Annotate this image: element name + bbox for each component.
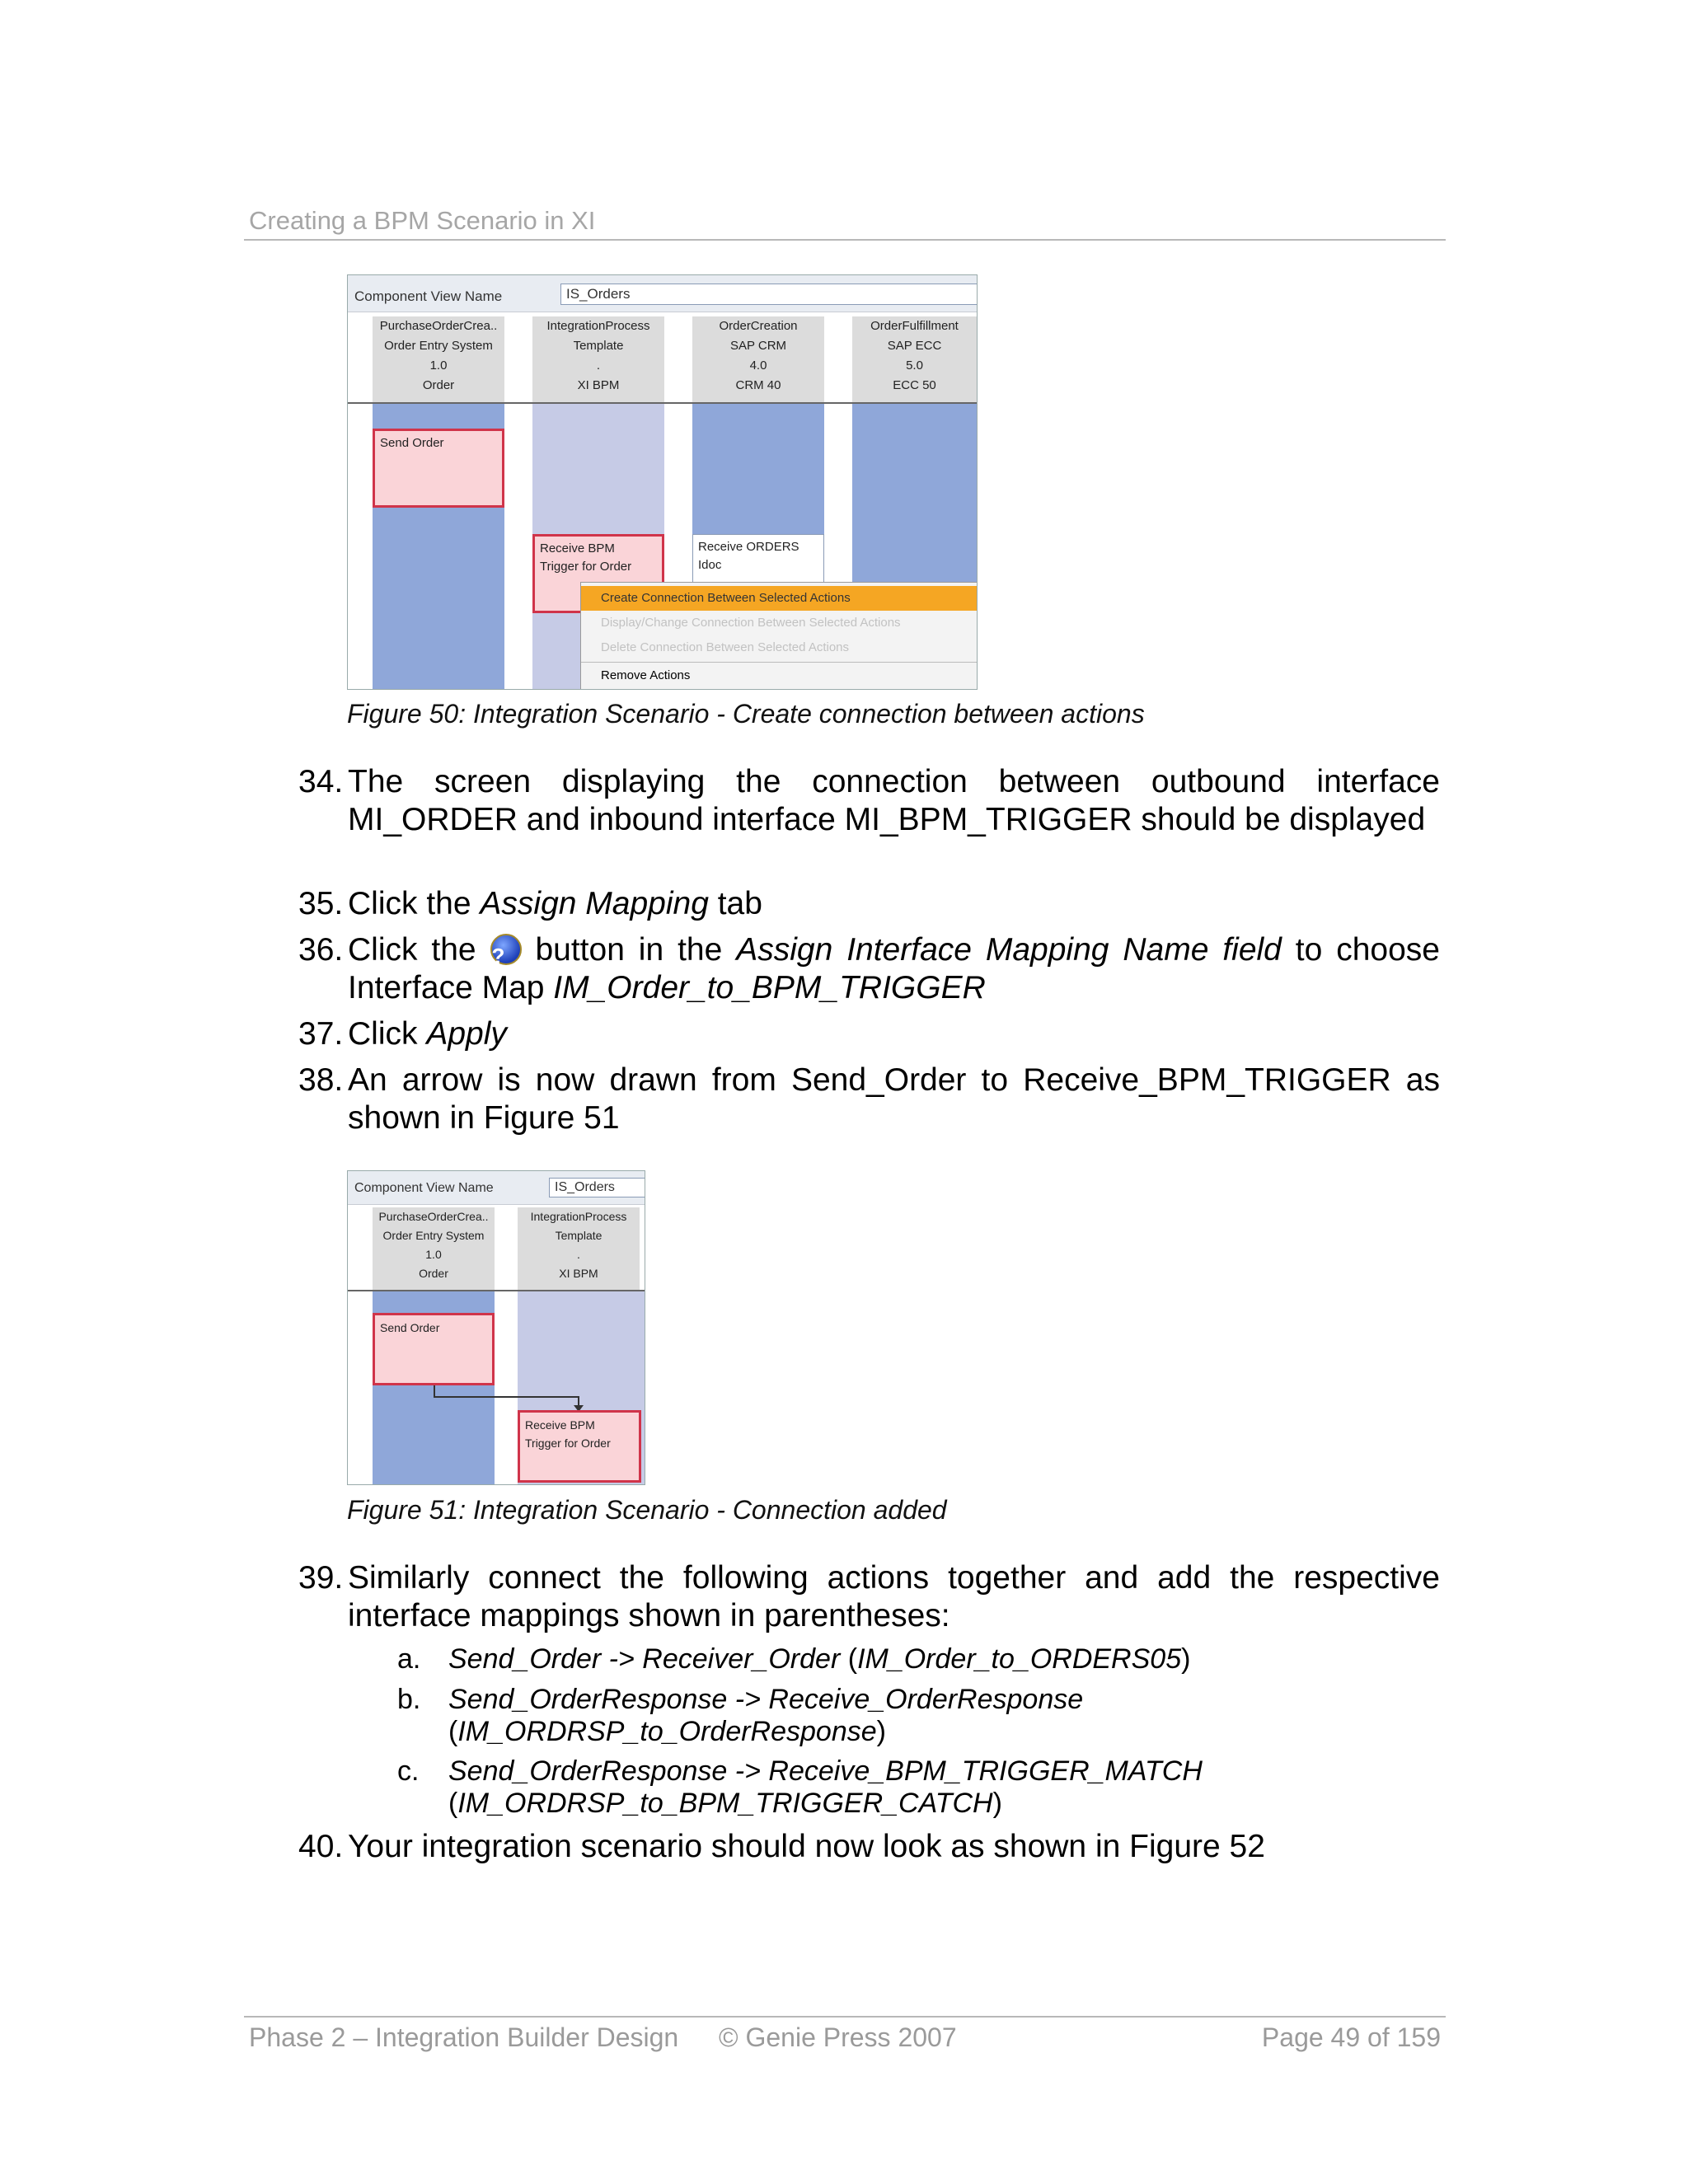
step-text: Similarly connect the following actions together and add the respective interface mappings shown in parentheses:: [348, 1560, 1440, 1633]
sub-item-b: [397, 1684, 1083, 1748]
step-text: An arrow is now drawn from Send_Order to Receive_BPM_TRIGGER as shown in Figure 51: [348, 1062, 1440, 1136]
sub-item-label: a.: [397, 1643, 421, 1675]
running-header: Creating a BPM Scenario in XI: [249, 206, 596, 235]
sub-item-label: b.: [397, 1684, 421, 1715]
step-number: 35.: [298, 886, 344, 921]
step-number: 40.: [298, 1829, 344, 1864]
mapping-ref: IM_Order_to_BPM_TRIGGER: [553, 970, 986, 1005]
menu-item-remove-actions[interactable]: Remove Actions: [601, 668, 691, 682]
sub-item-c: [397, 1755, 1203, 1820]
step-text-part: Click: [348, 1016, 427, 1052]
action-send-order[interactable]: Send Order: [373, 429, 504, 508]
step-38: [298, 1062, 1440, 1137]
action-send-order[interactable]: Send Order: [373, 1313, 495, 1385]
action-line: Trigger for Order: [525, 1436, 611, 1450]
step-text: The screen displaying the connection between outbound interface MI_ORDER and inbound interface MI_BPM_TRIGGER should be displayed: [348, 764, 1440, 837]
step-text-part: Click the: [348, 886, 481, 921]
component-view-label: Component View Name: [354, 1181, 494, 1195]
menu-item-display-change-connection[interactable]: Display/Change Connection Between Selected Actions: [601, 616, 901, 630]
column-header-line: Order: [422, 378, 455, 392]
step-39: [298, 1559, 1440, 1635]
action-line: Receive BPM: [525, 1418, 595, 1432]
component-view-label: Component View Name: [354, 288, 503, 304]
step-text-part: button in the: [521, 932, 737, 968]
step-number: 39.: [298, 1560, 344, 1596]
step-text: [348, 931, 1440, 1007]
column-header-line: Order Entry System: [384, 339, 493, 353]
column-header-line: PurchaseOrderCrea..: [378, 1210, 489, 1223]
column-header-line: 1.0: [425, 1248, 442, 1261]
column-header-line: XI BPM: [577, 378, 620, 392]
column-header-line: Order: [419, 1267, 448, 1280]
assign-mapping-tab-ref: Assign Mapping: [480, 886, 709, 921]
step-number: 38.: [298, 1062, 344, 1098]
column-header-line: .: [577, 1248, 580, 1261]
action-receive-orders-idoc[interactable]: [692, 534, 824, 583]
step-37: [298, 1015, 1440, 1053]
sub-item-mapping: IM_Order_to_ORDERS05: [857, 1643, 1182, 1675]
sub-item-mapping: IM_ORDRSP_to_OrderResponse: [457, 1716, 877, 1747]
action-line: Trigger for Order: [540, 560, 632, 574]
context-menu: [580, 582, 978, 690]
column-header-2: [532, 316, 664, 402]
menu-item-delete-connection[interactable]: Delete Connection Between Selected Actions: [601, 640, 850, 654]
step-number: 37.: [298, 1016, 344, 1052]
column-header-line: IntegrationProcess: [546, 319, 650, 333]
action-receive-bpm-trigger[interactable]: [518, 1410, 641, 1483]
step-text: Your integration scenario should now look as shown in Figure 52: [348, 1829, 1265, 1864]
step-text-part: to choose Interface Map: [348, 932, 1440, 1005]
step-number: 36.: [298, 932, 344, 968]
column-header-line: PurchaseOrderCrea..: [379, 319, 498, 333]
column-header-line: .: [596, 359, 601, 373]
field-ref: Assign Interface Mapping Name field: [736, 932, 1282, 968]
component-view-input[interactable]: IS_Orders: [560, 284, 978, 305]
step-text-part: tab: [708, 886, 762, 921]
sub-item-mapping: IM_ORDRSP_to_BPM_TRIGGER_CATCH: [457, 1788, 993, 1819]
column-header-line: 4.0: [749, 359, 767, 373]
sub-item-a: [397, 1643, 1190, 1675]
column-header-line: ECC 50: [893, 378, 936, 392]
footer-page-number: Page 49 of 159: [1261, 2022, 1441, 2052]
step-36: [298, 931, 1440, 1007]
action-line: Idoc: [698, 558, 722, 572]
step-35: [298, 885, 1440, 923]
step-40: [298, 1828, 1440, 1866]
step-number: 34.: [298, 764, 344, 799]
sub-item-text: Send_Order -> Receiver_Order (IM_Order_to_ORDERS05): [448, 1643, 1191, 1675]
action-line: Receive ORDERS: [698, 540, 799, 554]
step-34: [298, 763, 1440, 839]
column-header-line: Template: [573, 339, 624, 353]
column-header-line: SAP ECC: [887, 339, 942, 353]
footer-copyright: © Genie Press 2007: [719, 2022, 957, 2052]
figure-50-caption: Figure 50: Integration Scenario - Create connection between actions: [347, 699, 1145, 729]
column-header-line: Template: [555, 1229, 603, 1242]
sub-item-label: c.: [397, 1755, 420, 1787]
column-header-line: CRM 40: [735, 378, 781, 392]
step-text: [348, 1015, 1440, 1053]
column-header-line: IntegrationProcess: [530, 1210, 627, 1223]
figure-51-caption: Figure 51: Integration Scenario - Connection added: [347, 1495, 947, 1525]
column-header-1: [373, 316, 504, 402]
menu-separator: [581, 662, 978, 663]
column-header-3: [692, 316, 824, 402]
sub-item-connection: Send_Order -> Receiver_Order: [448, 1643, 841, 1675]
apply-ref: Apply: [426, 1016, 507, 1052]
column-header-line: SAP CRM: [729, 339, 787, 353]
column-header-line: OrderFulfillment: [870, 319, 959, 333]
footer-rule: [244, 2016, 1446, 2018]
column-header-4: [852, 316, 977, 402]
sub-item-text: Send_OrderResponse -> Receive_BPM_TRIGGER_MATCH (IM_ORDRSP_to_BPM_TRIGGER_CATCH): [448, 1755, 1203, 1819]
menu-item-create-connection[interactable]: Create Connection Between Selected Actions: [581, 586, 978, 611]
figure-50-screenshot: [347, 274, 978, 690]
column-header-line: OrderCreation: [719, 319, 798, 333]
figure-51-screenshot: [347, 1170, 645, 1485]
header-rule: [244, 239, 1446, 241]
component-view-input[interactable]: IS_Orders: [549, 1178, 645, 1197]
step-text-part: Click the: [348, 932, 490, 968]
sub-item-text: Send_OrderResponse -> Receive_OrderResponse (IM_ORDRSP_to_OrderResponse): [448, 1684, 1084, 1747]
action-line: Receive BPM: [540, 541, 615, 555]
step-text: [348, 885, 1440, 923]
column-header-line: Order Entry System: [382, 1229, 485, 1242]
sub-item-connection: Send_OrderResponse -> Receive_BPM_TRIGGER_MATCH: [448, 1755, 1203, 1787]
column-header-line: XI BPM: [559, 1267, 598, 1280]
sub-item-connection: Send_OrderResponse -> Receive_OrderResponse: [448, 1684, 1084, 1715]
help-search-icon: ?: [490, 934, 522, 965]
footer-section: Phase 2 – Integration Builder Design: [249, 2022, 679, 2052]
column-header-line: 1.0: [429, 359, 448, 373]
column-header-line: 5.0: [906, 359, 923, 373]
